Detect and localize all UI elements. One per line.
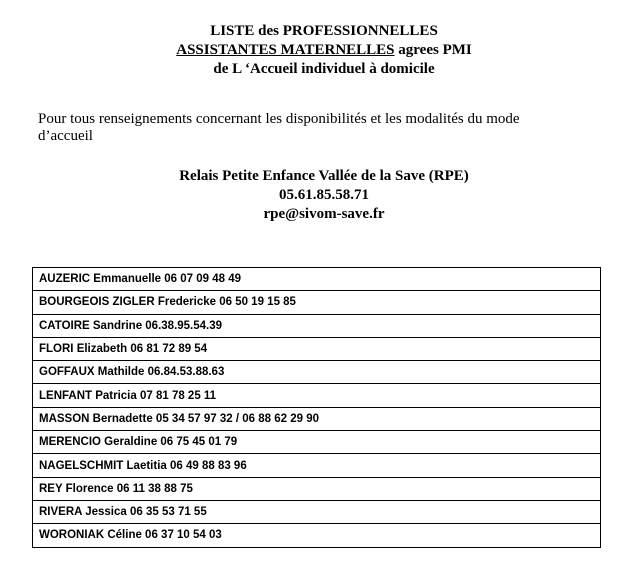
document-title [0,22,631,79]
table-row: BOURGEOIS ZIGLER Fredericke 06 50 19 15 85 [33,291,600,314]
table-row: RIVERA Jessica 06 35 53 71 55 [33,501,600,524]
rpe-name: Relais Petite Enfance Vallée de la Save (RPE) [179,168,469,184]
table-row: AUZERIC Emmanuelle 06 07 09 48 49 [33,268,600,291]
rpe-email: rpe@sivom-save.fr [263,206,385,222]
table-row: GOFFAUX Mathilde 06.84.53.88.63 [33,361,600,384]
table-row: MERENCIO Geraldine 06 75 45 01 79 [33,431,600,454]
table-row: NAGELSCHMIT Laetitia 06 49 88 83 96 [33,454,600,477]
table-row: CATOIRE Sandrine 06.38.95.54.39 [33,315,600,338]
title-line-2 [0,41,631,60]
table-row: LENFANT Patricia 07 81 78 25 11 [33,384,600,407]
table-row: FLORI Elizabeth 06 81 72 89 54 [33,338,600,361]
assistantes-list-table [32,267,601,548]
rpe-contact-block [0,167,631,224]
table-row: MASSON Bernadette 05 34 57 97 32 / 06 88 62 29 90 [33,408,600,431]
table-row: REY Florence 06 11 38 88 75 [33,478,600,501]
title-line-3: de L ‘Accueil individuel à domicile [213,61,435,77]
table-row: WORONIAK Céline 06 37 10 54 03 [33,524,600,547]
title-line-1: LISTE des PROFESSIONNELLES [210,23,438,39]
title-underlined-text: ASSISTANTES MATERNELLES [176,42,395,58]
rpe-phone: 05.61.85.58.71 [279,187,369,203]
intro-paragraph: Pour tous renseignements concernant les disponibilités et les modalités du mode d’accueil [38,111,520,144]
title-line-2-rest: agrees PMI [394,42,472,58]
